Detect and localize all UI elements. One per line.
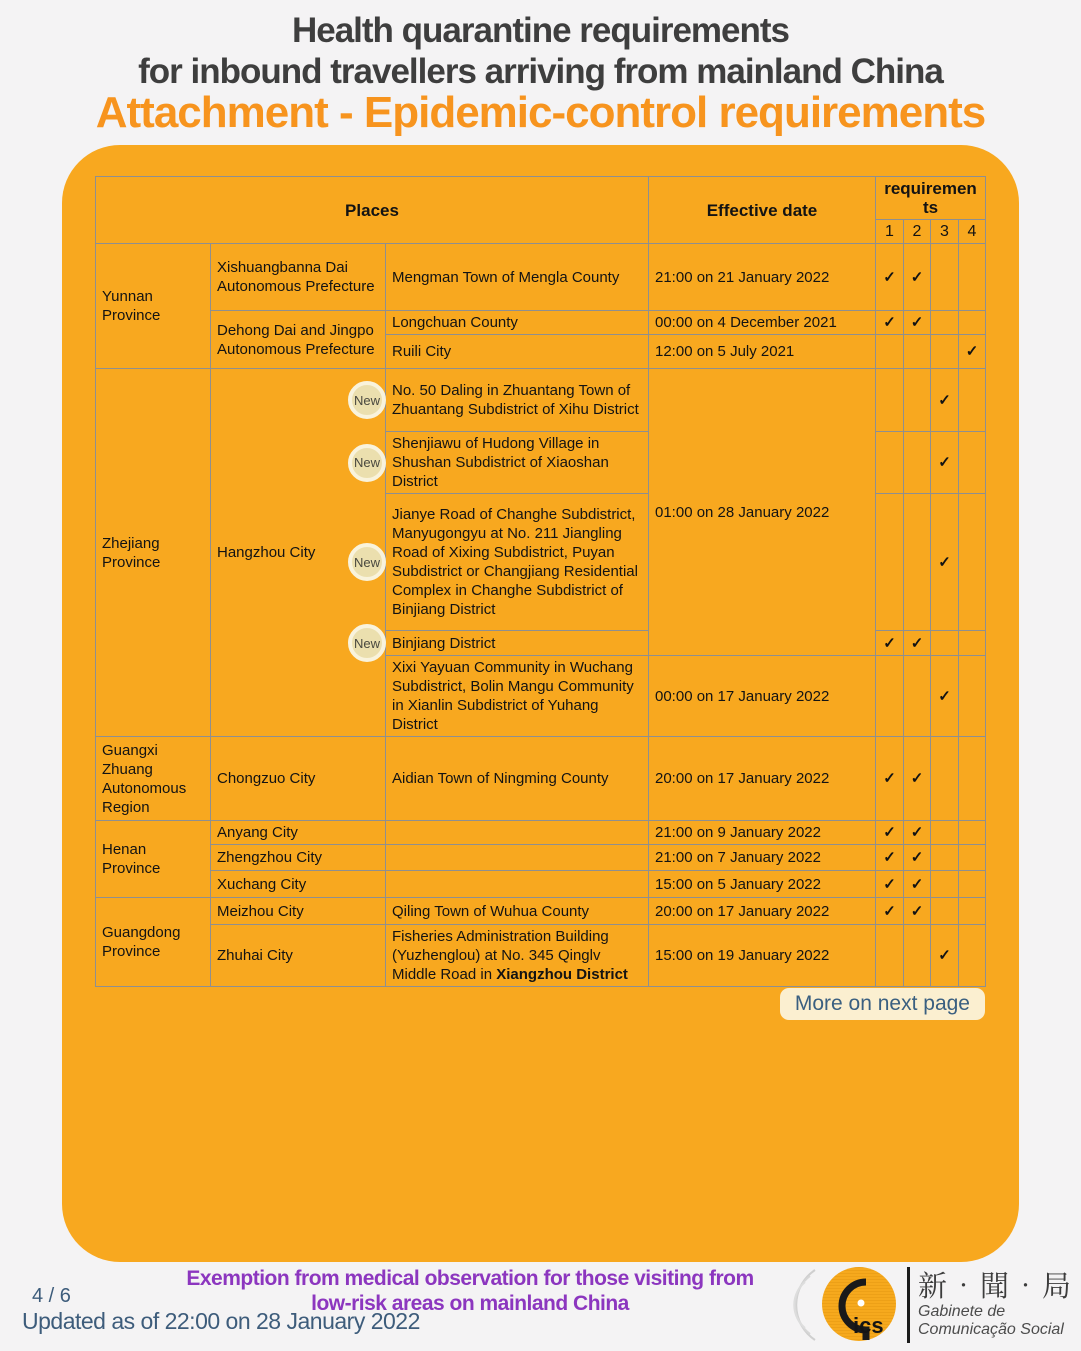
req-check-cell: [959, 871, 986, 898]
table-row: [96, 737, 986, 821]
place-text: No. 50 Daling in Zhuantang Town of Zhuantang Subdistrict of Xihu District: [392, 382, 639, 418]
date-cell: 15:00 on 5 January 2022: [649, 871, 876, 898]
prefecture-cell: Chongzuo City: [211, 737, 386, 821]
date-cell: 21:00 on 7 January 2022: [649, 845, 876, 871]
req-check-cell: [959, 925, 986, 987]
req-check-cell: [931, 898, 959, 925]
req-check-cell: ✓: [959, 335, 986, 369]
req-check-cell: [959, 898, 986, 925]
prefecture-cell: Zhuhai City: [211, 925, 386, 987]
logo-divider: [907, 1267, 910, 1343]
logo-portuguese-name-line2: Comunicação Social: [918, 1321, 1064, 1338]
req-check-cell: [959, 737, 986, 821]
place-cell: [353, 432, 649, 494]
req-check-cell: ✓: [876, 244, 904, 311]
place-cell: Qiling Town of Wuhua County: [386, 898, 649, 925]
req-check-cell: ✓: [931, 432, 959, 494]
req-check-cell: ✓: [876, 821, 904, 845]
place-text: Shenjiawu of Hudong Village in Shushan Subdistrict of Xiaoshan District: [392, 435, 609, 490]
req-check-cell: [931, 244, 959, 311]
gcs-logo-mark: [793, 1262, 905, 1348]
req-check-cell: [931, 821, 959, 845]
new-badge: New: [348, 543, 386, 581]
req-check-cell: [931, 311, 959, 335]
exemption-note: [130, 1266, 810, 1316]
new-badge: New: [348, 444, 386, 482]
place-cell: [353, 369, 649, 432]
more-next-page-button[interactable]: More on next page: [780, 988, 985, 1020]
req-check-cell: [959, 845, 986, 871]
attachment-subtitle: Attachment - Epidemic-control requirements: [95, 88, 986, 137]
req-check-cell: [931, 737, 959, 821]
req-col-2: 2: [904, 220, 931, 244]
page-title-line2: for inbound travellers arriving from mainland China: [138, 52, 943, 91]
page-number: 4 / 6: [32, 1285, 71, 1307]
content-panel: [62, 145, 1019, 1262]
req-check-cell: [876, 369, 904, 432]
req-check-cell: [904, 656, 931, 737]
table-row: [96, 925, 986, 987]
req-check-cell: [876, 432, 904, 494]
req-check-cell: [876, 656, 904, 737]
updated-timestamp: Updated as of 22:00 on 28 January 2022: [22, 1308, 420, 1334]
req-check-cell: [959, 244, 986, 311]
req-check-cell: [876, 494, 904, 631]
req-check-cell: ✓: [876, 631, 904, 656]
page-title-line1: Health quarantine requirements: [291, 11, 790, 50]
req-check-cell: [904, 335, 931, 369]
req-check-cell: [959, 631, 986, 656]
place-cell: [353, 494, 649, 631]
req-col-4: 4: [959, 220, 986, 244]
date-cell: 00:00 on 4 December 2021: [649, 311, 876, 335]
req-check-cell: [959, 656, 986, 737]
req-check-cell: ✓: [876, 737, 904, 821]
place-cell: [386, 821, 649, 845]
req-check-cell: [959, 311, 986, 335]
province-cell: Yunnan Province: [96, 244, 211, 369]
req-col-3: 3: [931, 220, 959, 244]
req-check-cell: [959, 494, 986, 631]
place-text: Binjiang District: [392, 634, 496, 652]
logo-dot-icon: [858, 1300, 865, 1307]
logo-acronym: ics: [853, 1313, 884, 1338]
table-row: [96, 845, 986, 871]
table-row: [96, 311, 986, 335]
req-check-cell: ✓: [904, 244, 931, 311]
req-check-cell: [931, 335, 959, 369]
place-cell: Longchuan County: [386, 311, 649, 335]
date-cell: 20:00 on 17 January 2022: [649, 898, 876, 925]
table-row: [96, 244, 986, 311]
place-cell: Ruili City: [386, 335, 649, 369]
req-check-cell: [904, 925, 931, 987]
gcs-logo: [793, 1262, 1075, 1348]
req-check-cell: [959, 432, 986, 494]
place-cell: Aidian Town of Ningming County: [386, 737, 649, 821]
table-row: [96, 821, 986, 845]
new-badge: New: [348, 624, 386, 662]
prefecture-cell: Xuchang City: [211, 871, 386, 898]
logo-chinese-name: 新‧聞‧局: [918, 1271, 1074, 1303]
page-title: [0, 10, 1081, 92]
province-cell: Henan Province: [96, 821, 211, 898]
req-check-cell: ✓: [904, 737, 931, 821]
req-check-cell: [904, 369, 931, 432]
places-header: Places: [96, 177, 649, 244]
place-cell: [353, 631, 649, 656]
req-check-cell: [876, 335, 904, 369]
table-row: [96, 369, 986, 432]
exemption-note-line2: low-risk areas on mainland China: [311, 1292, 629, 1315]
req-check-cell: [959, 369, 986, 432]
req-check-cell: ✓: [931, 656, 959, 737]
date-cell: 01:00 on 28 January 2022: [649, 369, 876, 656]
date-cell: 15:00 on 19 January 2022: [649, 925, 876, 987]
place-cell: [386, 871, 649, 898]
table-row: [96, 871, 986, 898]
place-cell: [386, 845, 649, 871]
place-cell: [386, 925, 649, 987]
requirements-table: [95, 176, 986, 987]
prefecture-cell: Dehong Dai and Jingpo Autonomous Prefecture: [211, 311, 386, 369]
req-check-cell: ✓: [904, 821, 931, 845]
req-col-1: 1: [876, 220, 904, 244]
req-check-cell: [931, 631, 959, 656]
prefecture-cell: Meizhou City: [211, 898, 386, 925]
req-check-cell: ✓: [876, 871, 904, 898]
date-cell: 00:00 on 17 January 2022: [649, 656, 876, 737]
req-check-cell: ✓: [931, 925, 959, 987]
req-check-cell: ✓: [931, 369, 959, 432]
prefecture-cell: Xishuangbanna Dai Autonomous Prefecture: [211, 244, 386, 311]
requirements-header: requirements: [876, 177, 986, 220]
place-text-bold: Xiangzhou District: [496, 966, 628, 983]
req-check-cell: ✓: [876, 898, 904, 925]
req-check-cell: [931, 845, 959, 871]
req-check-cell: ✓: [876, 845, 904, 871]
date-cell: 12:00 on 5 July 2021: [649, 335, 876, 369]
place-cell: Xixi Yayuan Community in Wuchang Subdistrict, Bolin Mangu Community in Xianlin Subdistrict of Yuhang District: [386, 656, 649, 737]
prefecture-cell: Hangzhou City: [211, 369, 386, 737]
req-check-cell: ✓: [904, 631, 931, 656]
exemption-note-line1: Exemption from medical observation for those visiting from: [186, 1267, 754, 1290]
place-cell: Mengman Town of Mengla County: [386, 244, 649, 311]
req-check-cell: [904, 494, 931, 631]
date-cell: 21:00 on 21 January 2022: [649, 244, 876, 311]
logo-portuguese-name-line1: Gabinete de: [918, 1303, 1006, 1320]
new-badge: New: [348, 381, 386, 419]
date-cell: 20:00 on 17 January 2022: [649, 737, 876, 821]
prefecture-cell: Anyang City: [211, 821, 386, 845]
req-check-cell: [876, 925, 904, 987]
place-text: Fisheries Administration Building (Yuzhenglou) at No. 345 Qinglv Middle Road in: [392, 928, 609, 983]
province-cell: Guangdong Province: [96, 898, 211, 987]
req-check-cell: ✓: [876, 311, 904, 335]
effective-date-header: Effective date: [649, 177, 876, 244]
req-check-cell: ✓: [904, 845, 931, 871]
req-check-cell: ✓: [904, 898, 931, 925]
req-check-cell: [959, 821, 986, 845]
table-row: [96, 898, 986, 925]
province-cell: Guangxi Zhuang Autonomous Region: [96, 737, 211, 821]
prefecture-cell: Zhengzhou City: [211, 845, 386, 871]
date-cell: 21:00 on 9 January 2022: [649, 821, 876, 845]
req-check-cell: ✓: [904, 311, 931, 335]
req-check-cell: [931, 871, 959, 898]
req-check-cell: ✓: [931, 494, 959, 631]
province-cell: Zhejiang Province: [96, 369, 211, 737]
req-check-cell: [904, 432, 931, 494]
req-check-cell: ✓: [904, 871, 931, 898]
place-text: Jianye Road of Changhe Subdistrict, Manyugongyu at No. 211 Jiangling Road of Xixing Subdistrict, Puyan Subdistrict or Changjiang Residential Complex in Changhe Subdistrict of Binjiang District: [392, 506, 638, 618]
